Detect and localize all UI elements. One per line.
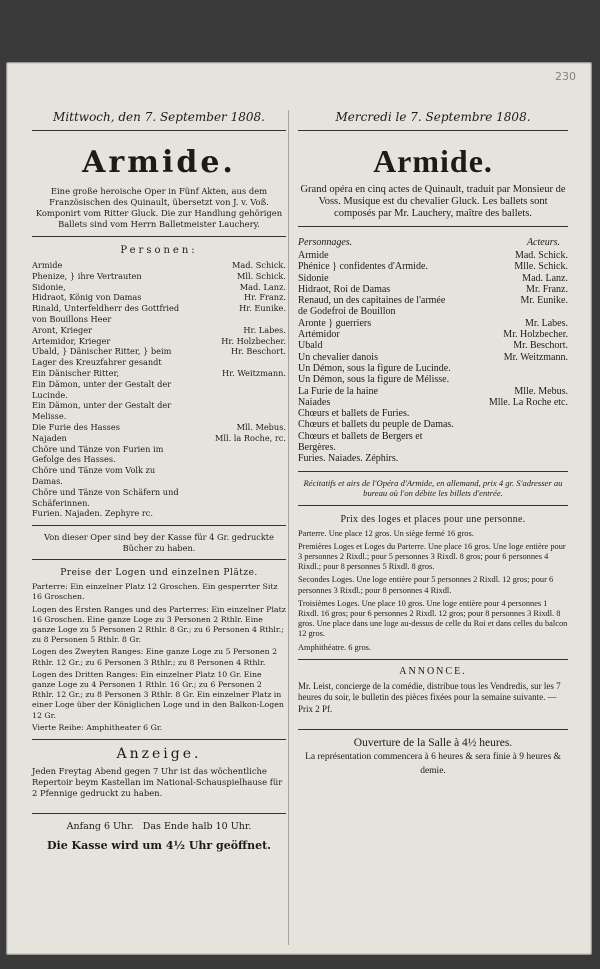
role-name: Artemidor, Krieger <box>32 335 111 346</box>
cast-row <box>298 318 568 329</box>
role-name: La Furie de la haine <box>298 385 378 397</box>
actor-name: Mr. Labes. <box>524 317 568 329</box>
cast-row <box>298 329 568 340</box>
german-prices-title: Preise der Logen und einzelnen Plätze. <box>60 568 258 579</box>
cast-row <box>298 261 568 272</box>
price-entry: Logen des Ersten Ranges und des Parterres: Ein einzelner Platz 16 Groschen. Eine ganze Loge zu 3 Personen 2 Rthlr. Eine ganze Loge zu 5 Personen 2 Rthlr. 8 Gr.; zu 6 Personen 4 Rthlr.; zu 8 Personen 5 Rthlr. 8 Gr. <box>32 604 286 645</box>
cast-row <box>298 453 568 464</box>
divider <box>298 130 568 131</box>
cast-row <box>32 400 286 422</box>
cast-row <box>298 386 568 397</box>
actor-name: Mlle. Schick. <box>514 261 568 273</box>
role-name: Rinald, Unterfeldherr des Gottfried von Bouillons Heer <box>32 303 180 324</box>
actor-name: Hr. Eunike. <box>239 303 286 314</box>
cast-row <box>32 271 286 282</box>
french-description: Grand opéra en cinq actes de Quinault, traduit par Monsieur de Voss. Musique est du chevalier Gluck. Les ballets sont composés par Mr. Lauchery, maître des ballets. <box>300 184 566 219</box>
german-announce-text: Jeden Freytag Abend gegen 7 Uhr ist das wöchentliche Repertoir beym Kastellan im National-Schauspielhause für 2 Pfennige gedruckt zu haben. <box>32 765 283 798</box>
role-name: Ubald <box>298 340 323 352</box>
german-box-office: Die Kasse wird um 4½ Uhr geöffnet. <box>46 838 271 852</box>
cast-row <box>32 444 286 466</box>
role-name: Die Furie des Hasses <box>32 421 120 432</box>
role-name: Phénice } confidentes d'Armide. <box>298 261 428 273</box>
role-name: Najaden <box>32 432 67 443</box>
page-number: 230 <box>555 70 576 83</box>
role-name: Sidonie <box>298 272 329 284</box>
role-name: Ein Dämon, unter der Gestalt der Melisse. <box>32 400 172 422</box>
role-name: Chœurs et ballets de Bergers et Bergères. <box>298 430 423 454</box>
cast-row <box>32 422 286 433</box>
cast-row <box>32 379 286 401</box>
divider <box>298 659 568 660</box>
role-name: Armide <box>298 250 329 261</box>
german-title: Armide. <box>82 145 236 180</box>
cast-row <box>298 431 568 454</box>
actor-name: Hr. Franz. <box>243 292 286 303</box>
role-name: Armide <box>32 260 63 270</box>
cast-row <box>298 250 568 261</box>
role-name: Furien. Najaden. Zephyre rc. <box>32 508 153 519</box>
role-name: Chœurs et ballets du peuple de Damas. <box>298 419 454 431</box>
cast-row <box>298 273 568 284</box>
german-libretto-note: Von dieser Oper sind bey der Kasse für 4 Gr. gedruckte Bücher zu haben. <box>44 532 274 553</box>
price-entry: Secondes Loges. Une loge entière pour 5 personnes 2 Rixdl. 12 gros; pour 6 personnes 3 Rixdl.; pour 8 personnes 4 Rixdl. <box>298 575 554 595</box>
actor-name: Hr. Holzbecher. <box>221 335 286 346</box>
cast-row <box>32 303 286 325</box>
role-name: Un Démon, sous la figure de Lucinde. <box>298 362 451 374</box>
cast-row <box>298 352 568 363</box>
role-name: Artémidor <box>298 329 340 341</box>
role-name: Chöre und Tänze vom Volk zu Damas. <box>32 465 156 486</box>
role-name: Chöre und Tänze von Schäfern und Schäferinnen. <box>32 486 179 508</box>
actor-name: Mad. Schick. <box>232 260 286 270</box>
role-name: Aronte } guerriers <box>298 317 372 329</box>
actor-name: Mr. Eunike. <box>520 295 568 307</box>
actor-name: Mr. Franz. <box>526 283 568 295</box>
french-actors-heading: Acteurs. <box>526 237 560 248</box>
cast-row <box>298 374 568 385</box>
price-entry: Premières Loges et Loges du Parterre. Une place 16 gros. Une loge entière pour 3 personnes 2 Rixdl.; pour 5 personnes 3 Rixdl. 8 gros; pour 6 personnes 4 Rixdl.; pour 8 personnes 5 Rixdl. 8 gros. <box>298 541 566 572</box>
french-announce-text: Mr. Leist, concierge de la comédie, distribue tous les Vendredis, sur les 7 heures du soir, le bulletin des pièces fixées pour la semaine suivante. — Prix 2 Pf. <box>298 680 561 714</box>
french-roles-header <box>298 237 560 248</box>
cast-row <box>298 295 568 318</box>
role-name: Ein Dämon, unter der Gestalt der Lucinde. <box>32 378 172 400</box>
price-entry: Logen des Dritten Ranges: Ein einzelner Platz 10 Gr. Eine ganze Loge zu 4 Personen 1 Rthlr. 16 Gr.; zu 6 Personen 2 Rthlr. 12 Gr.; zu 8 Personen 3 Rthlr. 8 Gr. Ein einzelner Platz in einer Loge über der Königlichen Loge und in den Balkon-Logen 12 Gr. <box>32 669 284 720</box>
divider <box>32 559 286 560</box>
actor-name: Mll. Schick. <box>236 270 286 281</box>
french-roles-heading: Personnages. <box>298 237 353 248</box>
german-description: Eine große heroische Oper in Fünf Akten, aus dem Französischen des Quinault, übersetzt von J. v. Voß. Komponirt vom Ritter Gluck. Die zur Handlung gehörigen Ballets sind vom Herrn Balletmeister Lauchery. <box>35 186 283 229</box>
french-announce-title: ANNONCE. <box>399 665 467 677</box>
role-name: Chöre und Tänze von Furien im Gefolge des Hasses. <box>32 443 164 465</box>
german-roles-title: Personen: <box>120 245 198 256</box>
role-name: Un chevalier danois <box>298 351 378 363</box>
price-entry: Parterre. Une place 12 gros. Un siège fermé 16 gros. <box>298 528 474 538</box>
role-name: Un Démon, sous la figure de Mélisse. <box>298 374 450 386</box>
actor-name: Mll. la Roche, rc. <box>214 432 286 443</box>
cast-row <box>32 487 286 509</box>
actor-name: Mad. Schick. <box>514 250 568 261</box>
price-entry: Troisièmes Loges. Une place 10 gros. Une loge entière pour 4 personnes 1 Rixdl. 16 gros; pour 6 personnes 2 Rixdl. 12 gros; pour 8 personnes 3 Rixdl. 8 gros. Une place dans une loge au-dessus de celle du Roi et dans celles du balcon 12 gros. <box>298 598 568 639</box>
french-date: Mercredi le 7. Septembre 1808. <box>335 110 531 124</box>
german-date: Mittwoch, den 7. September 1808. <box>53 110 265 124</box>
actor-name: Mll. Mebus. <box>236 421 286 432</box>
price-entry: Parterre: Ein einzelner Platz 12 Groschen. Ein gesperrter Sitz 16 Groschen. <box>32 582 278 602</box>
french-cast-list <box>298 250 568 465</box>
actor-name: Mr. Holzbecher. <box>503 329 568 341</box>
price-entry: Amphithéatre. 6 gros. <box>298 642 372 652</box>
cast-row <box>298 284 568 295</box>
german-times <box>32 820 286 833</box>
role-name: Hidraot, Roi de Damas <box>298 283 391 295</box>
actor-name: Mad. Lanz. <box>522 272 568 284</box>
actor-name: Mr. Weitzmann. <box>503 351 568 363</box>
cast-row <box>298 340 568 351</box>
german-start: Anfang 6 Uhr. <box>66 820 134 832</box>
divider <box>298 505 568 506</box>
divider <box>298 729 568 730</box>
role-name: Aront, Krieger <box>32 324 93 335</box>
cast-row <box>32 325 286 336</box>
role-name: Sidonie, <box>32 281 66 292</box>
actor-name: Mlle. Mebus. <box>514 385 568 397</box>
cast-row <box>32 346 286 368</box>
french-title: Armide. <box>373 143 493 179</box>
cast-row <box>32 282 286 293</box>
cast-row <box>32 292 286 303</box>
german-announce-title: Anzeige. <box>116 745 202 762</box>
divider <box>298 471 568 472</box>
actor-name: Mlle. La Roche etc. <box>488 396 568 408</box>
cast-row <box>298 419 568 430</box>
actor-name: Hr. Beschort. <box>230 346 286 357</box>
actor-name: Mad. Lanz. <box>239 281 286 292</box>
german-column <box>32 110 286 852</box>
french-libretto-note: Récitatifs et airs de l'Opéra d'Armide, en allemand, prix 4 gr. S'adresser au bureau où l'on débite les billets d'entrée. <box>303 477 563 499</box>
role-name: Furies. Naiades. Zéphirs. <box>298 453 399 465</box>
role-name: Renaud, un des capitaines de l'armée de Godefroi de Bouillon <box>298 295 446 318</box>
french-column <box>298 110 568 778</box>
divider <box>32 739 286 740</box>
french-prices-title: Prix des loges et places pour une personne. <box>340 513 526 525</box>
role-name: Chœurs et ballets de Furies. <box>298 408 410 420</box>
role-name: Ein Dänischer Ritter, <box>32 367 120 378</box>
cast-row <box>32 368 286 379</box>
price-entry: Vierte Reihe: Amphitheater 6 Gr. <box>32 722 163 732</box>
french-times: La représentation commencera à 6 heures & sera finie à 9 heures & demie. <box>305 752 561 777</box>
divider <box>32 525 286 526</box>
role-name: Phenize, } ihre Vertrauten <box>32 270 142 281</box>
price-entry: Logen des Zweyten Ranges: Eine ganze Loge zu 5 Personen 2 Rthlr. 12 Gr.; zu 6 Personen 3 Rthlr.; zu 8 Personen 4 Rthlr. <box>32 647 278 667</box>
actor-name: Hr. Weitzmann. <box>222 367 286 378</box>
french-opening: Ouverture de la Salle à 4½ heures. <box>353 737 513 750</box>
column-divider <box>288 110 289 945</box>
divider <box>32 813 286 814</box>
cast-row <box>32 508 286 519</box>
german-cast-list <box>32 260 286 519</box>
cast-row <box>298 408 568 419</box>
german-price-list <box>32 582 286 733</box>
cast-row <box>32 465 286 487</box>
divider <box>32 130 286 131</box>
actor-name: Mr. Beschort. <box>513 340 568 352</box>
actor-name: Hr. Labes. <box>243 324 286 335</box>
cast-row <box>298 397 568 408</box>
divider <box>32 236 286 237</box>
cast-row <box>32 336 286 347</box>
german-end: Das Ende halb 10 Uhr. <box>142 820 252 832</box>
cast-row <box>32 433 286 444</box>
divider <box>298 226 568 227</box>
cast-row <box>32 260 286 271</box>
french-price-list <box>298 529 568 653</box>
role-name: Naiades <box>298 396 331 408</box>
role-name: Ubald, } Dänischer Ritter, } beim Lager des Kreuzfahrer gesandt <box>32 346 172 368</box>
cast-row <box>298 363 568 374</box>
playbill-sheet <box>6 62 592 955</box>
role-name: Hidraot, König von Damas <box>32 292 142 303</box>
